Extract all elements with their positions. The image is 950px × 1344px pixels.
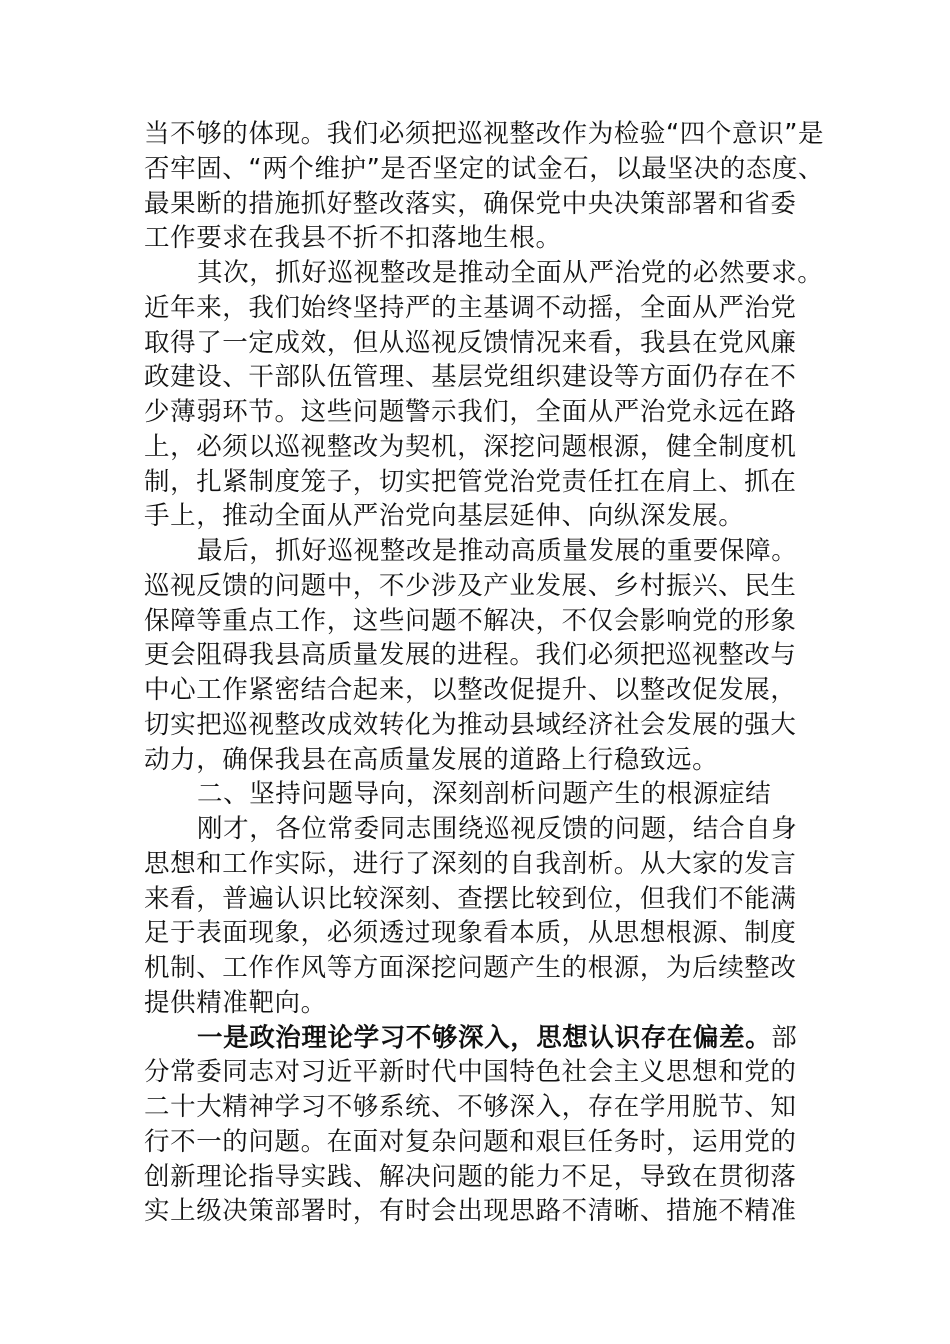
text-run: 提供精准靶向。	[144, 987, 327, 1018]
text-line	[144, 1021, 810, 1056]
text-line	[144, 395, 810, 430]
text-run: 工作要求在我县不折不扣落地生根。	[144, 223, 562, 254]
text-line	[144, 604, 810, 639]
text-line	[144, 430, 810, 465]
text-run: 动力，确保我县在高质量发展的道路上行稳致远。	[144, 744, 719, 775]
text-run: 来看，普遍认识比较深刻、查摆比较到位，但我们不能满	[144, 883, 797, 914]
text-run: 保障等重点工作，这些问题不解决，不仅会影响党的形象	[144, 605, 797, 636]
paragraph	[144, 256, 824, 534]
text-run: 二十大精神学习不够系统、不够深入，存在学用脱节、知	[144, 1092, 797, 1122]
text-run: 足于表面现象，必须透过现象看本质，从思想根源、制度	[144, 918, 797, 949]
text-line	[144, 187, 810, 222]
text-run: 行不一的问题。在面对复杂问题和艰巨任务时，运用党的	[144, 1126, 797, 1157]
text-run: 创新理论指导实践、解决问题的能力不足，导致在贯彻落	[144, 1161, 797, 1192]
text-run: 取得了一定成效，但从巡视反馈情况来看，我县在党风廉	[144, 327, 797, 358]
text-run: 分常委同志对习近平新时代中国特色社会主义思想和党的	[144, 1057, 797, 1088]
text-line	[144, 951, 810, 986]
document-body	[144, 117, 825, 1229]
paragraph	[144, 812, 810, 1021]
text-line	[144, 916, 810, 951]
text-run: 部	[771, 1022, 798, 1053]
paragraph	[144, 534, 810, 777]
text-run: 手上，推动全面从严治党向基层延伸、向纵深发展。	[144, 501, 745, 532]
text-line	[144, 708, 810, 743]
text-line	[144, 465, 810, 500]
text-line	[144, 1194, 810, 1229]
text-run: 切实把巡视整改成效转化为推动县域经济社会发展的强大	[144, 709, 797, 740]
text-line	[144, 812, 810, 847]
text-run: 上，必须以巡视整改为契机，深挖问题根源，健全制度机	[144, 431, 797, 462]
bold-lead-text: 一是政治理论学习不够深入，思想认识存在偏差。	[197, 1022, 772, 1053]
text-line	[144, 152, 825, 187]
text-run: 二、坚持问题导向，深刻剖析问题产生的根源症结	[197, 779, 772, 810]
text-run: 刚才，各位常委同志围绕巡视反馈的问题，结合自身	[197, 814, 798, 844]
text-line	[144, 777, 810, 812]
text-line	[144, 638, 810, 673]
text-line	[144, 360, 810, 395]
paragraph	[144, 1021, 810, 1230]
text-line	[144, 326, 810, 361]
text-run: 巡视反馈的问题中，不少涉及产业发展、乡村振兴、民生	[144, 570, 797, 601]
text-run: 政建设、干部队伍管理、基层党组织建设等方面仍存在不	[144, 362, 797, 393]
text-line	[144, 1055, 810, 1090]
text-run: 制，扎紧制度笼子，切实把管党治党责任扛在肩上、抓在	[144, 466, 797, 497]
text-line	[144, 499, 810, 534]
text-line	[144, 882, 810, 917]
paragraph	[144, 117, 825, 256]
text-line	[144, 117, 825, 152]
text-run: 中心工作紧密结合起来，以整改促提升、以整改促发展，	[144, 675, 797, 705]
text-run: 其次，抓好巡视整改是推动全面从严治党的必然要求。	[197, 258, 824, 288]
text-line	[144, 1160, 810, 1195]
text-line	[144, 1125, 810, 1160]
text-line	[144, 743, 810, 778]
text-line	[144, 291, 810, 326]
text-run: 当不够的体现。我们必须把巡视整改作为检验“四个意识”是	[144, 119, 825, 149]
text-line	[144, 569, 810, 604]
text-line	[144, 221, 810, 256]
text-run: 最果断的措施抓好整改落实，确保党中央决策部署和省委	[144, 188, 797, 219]
text-line	[144, 256, 824, 291]
text-run: 少薄弱环节。这些问题警示我们，全面从严治党永远在路	[144, 397, 797, 427]
section-heading	[144, 777, 810, 812]
text-line	[144, 534, 810, 569]
text-line	[144, 847, 810, 882]
text-run: 最后，抓好巡视整改是推动高质量发展的重要保障。	[197, 536, 798, 566]
text-run: 机制、工作作风等方面深挖问题产生的根源，为后续整改	[144, 953, 797, 983]
text-line	[144, 1090, 810, 1125]
text-run: 思想和工作实际，进行了深刻的自我剖析。从大家的发言	[144, 848, 797, 879]
text-run: 近年来，我们始终坚持严的主基调不动摇，全面从严治党	[144, 292, 797, 323]
text-run: 实上级决策部署时，有时会出现思路不清晰、措施不精准	[144, 1196, 797, 1227]
text-line	[144, 673, 810, 708]
text-run: 否牢固、“两个维护”是否坚定的试金石，以最坚决的态度、	[144, 153, 825, 184]
text-line	[144, 986, 810, 1021]
text-run: 更会阻碍我县高质量发展的进程。我们必须把巡视整改与	[144, 640, 797, 671]
